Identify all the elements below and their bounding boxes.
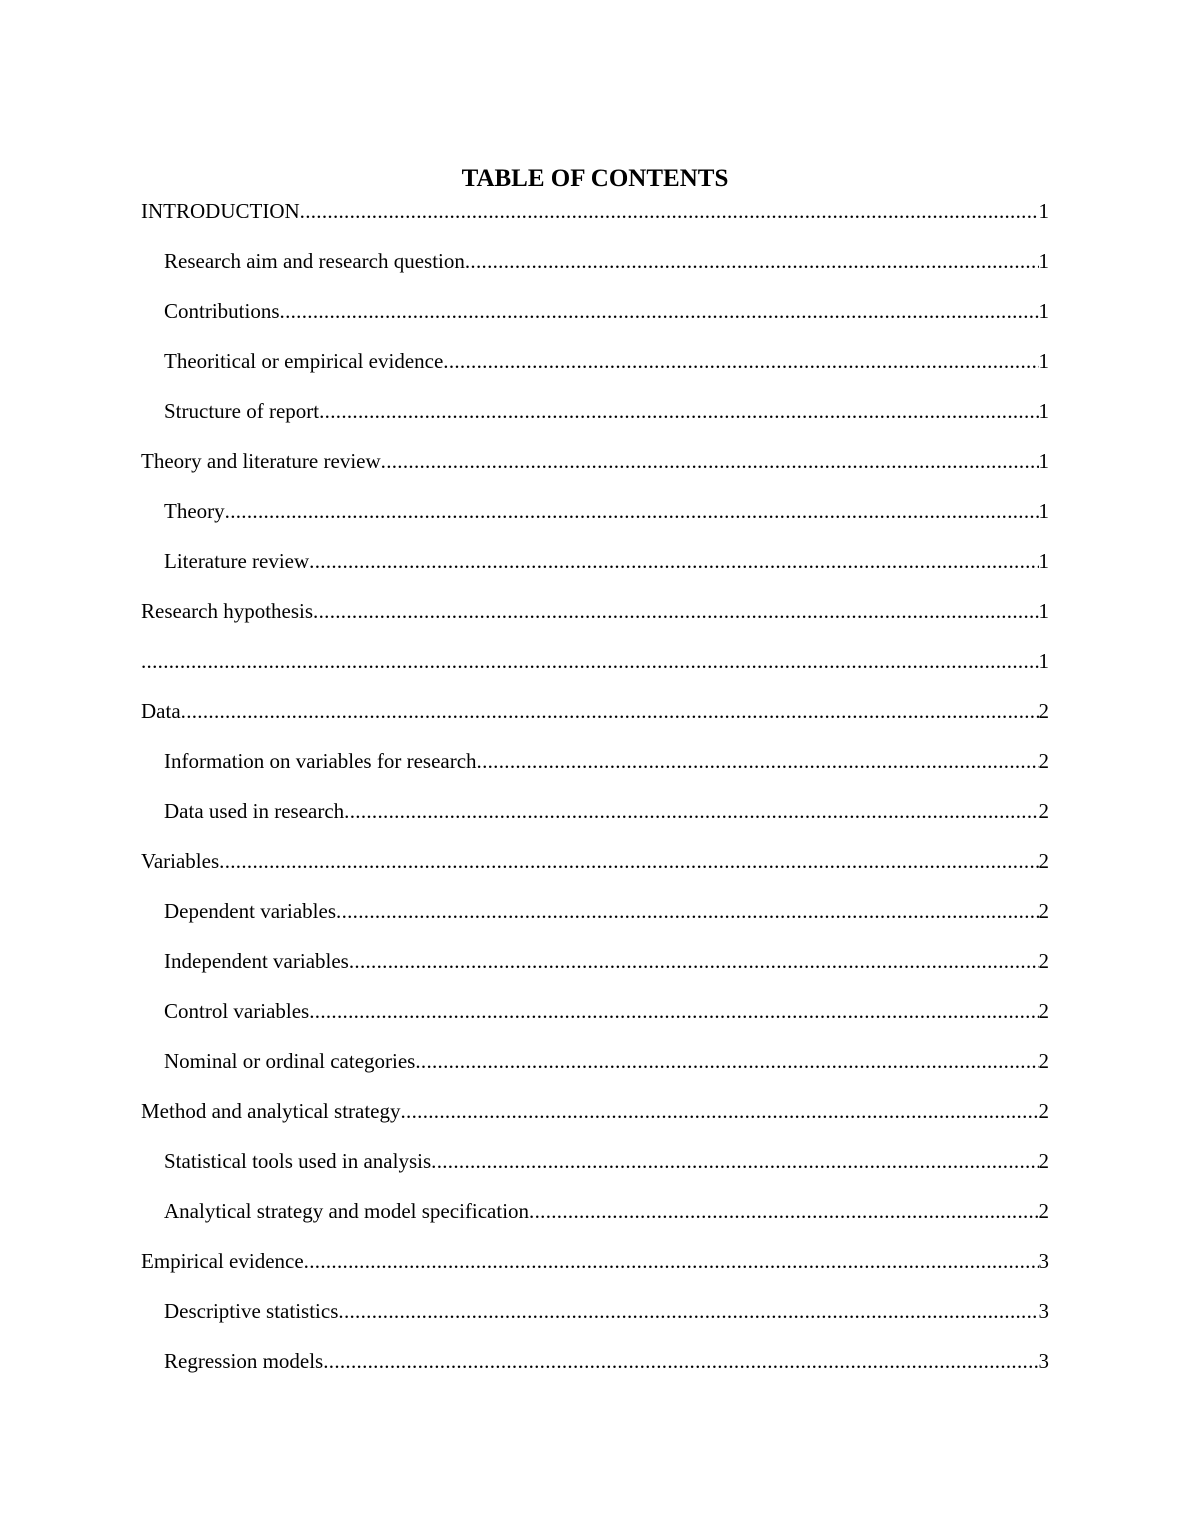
toc-entry[interactable] — [141, 596, 1049, 646]
toc-entry[interactable] — [141, 1096, 1049, 1146]
toc-page-number: 2 — [1038, 749, 1049, 773]
toc-dot-leader — [323, 1346, 1038, 1376]
toc-dot-leader — [431, 1146, 1038, 1176]
toc-entry-text: Literature review — [164, 549, 310, 573]
toc-list — [141, 196, 1049, 1396]
toc-entry-text: Nominal or ordinal categories — [164, 1049, 416, 1073]
toc-entry[interactable] — [141, 196, 1049, 246]
toc-entry-text: Independent variables — [164, 949, 349, 973]
toc-page-number: 2 — [1038, 1049, 1049, 1073]
toc-entry-text: Contributions — [164, 299, 280, 323]
toc-entry[interactable] — [141, 1246, 1049, 1296]
toc-page-number: 1 — [1038, 449, 1049, 473]
toc-entry[interactable] — [141, 546, 1049, 596]
toc-entry[interactable] — [141, 696, 1049, 746]
toc-entry[interactable] — [141, 1346, 1049, 1396]
toc-page-number: 1 — [1038, 649, 1049, 673]
toc-entry-text: Information on variables for research — [164, 749, 477, 773]
toc-entry-text: Theory — [164, 499, 225, 523]
toc-entry[interactable] — [141, 946, 1049, 996]
toc-dot-leader — [319, 396, 1038, 426]
toc-entry-text: Research aim and research question — [164, 249, 465, 273]
toc-dot-leader — [344, 796, 1038, 826]
toc-entry-text: Descriptive statistics — [164, 1299, 339, 1323]
toc-page-number: 1 — [1038, 549, 1049, 573]
toc-dot-leader — [309, 996, 1038, 1026]
toc-page-number: 3 — [1038, 1249, 1049, 1273]
toc-dot-leader — [529, 1196, 1038, 1226]
toc-dot-leader — [443, 346, 1038, 376]
toc-entry[interactable] — [141, 796, 1049, 846]
toc-dot-leader — [280, 296, 1039, 326]
toc-page-number: 1 — [1038, 599, 1049, 623]
toc-entry-text: Empirical evidence — [141, 1249, 304, 1273]
toc-dot-leader — [141, 646, 1039, 676]
toc-entry[interactable] — [141, 396, 1049, 446]
toc-entry-text: Structure of report — [164, 399, 320, 423]
toc-entry[interactable] — [141, 496, 1049, 546]
toc-dot-leader — [415, 1046, 1038, 1076]
toc-dot-leader — [304, 1246, 1039, 1276]
toc-page-number: 2 — [1038, 699, 1049, 723]
toc-page-number: 1 — [1038, 299, 1049, 323]
toc-entry[interactable] — [141, 996, 1049, 1046]
toc-entry-text: Analytical strategy and model specification — [164, 1199, 530, 1223]
toc-entry[interactable] — [141, 246, 1049, 296]
toc-page-number: 2 — [1038, 949, 1049, 973]
toc-entry[interactable] — [141, 446, 1049, 496]
toc-entry[interactable] — [141, 1146, 1049, 1196]
toc-entry-text: INTRODUCTION — [141, 199, 300, 223]
toc-dot-leader — [219, 846, 1038, 876]
toc-page-number: 1 — [1038, 249, 1049, 273]
toc-entry-text: Data — [141, 699, 181, 723]
toc-page-number: 2 — [1038, 799, 1049, 823]
toc-entry[interactable] — [141, 746, 1049, 796]
toc-dot-leader — [336, 896, 1038, 926]
toc-dot-leader — [401, 1096, 1039, 1126]
toc-dot-leader — [477, 746, 1039, 776]
toc-entry-text: Data used in research — [164, 799, 345, 823]
toc-entry-text: Dependent variables — [164, 899, 337, 923]
toc-dot-leader — [313, 596, 1038, 626]
toc-dot-leader — [381, 446, 1039, 476]
toc-page-number: 3 — [1038, 1299, 1049, 1323]
toc-page-number: 1 — [1038, 399, 1049, 423]
toc-entry[interactable] — [141, 1196, 1049, 1246]
toc-entry-text: Theoritical or empirical evidence — [164, 349, 444, 373]
toc-page-number: 2 — [1038, 1099, 1049, 1123]
toc-page-number: 2 — [1038, 999, 1049, 1023]
toc-entry-text: Theory and literature review — [141, 449, 381, 473]
toc-page-number: 2 — [1038, 1149, 1049, 1173]
toc-entry[interactable] — [141, 846, 1049, 896]
toc-page-number: 1 — [1038, 199, 1049, 223]
toc-entry[interactable] — [141, 896, 1049, 946]
toc-entry-text: Regression models — [164, 1349, 324, 1373]
toc-page-number: 1 — [1038, 499, 1049, 523]
toc-entry-text: Variables — [141, 849, 220, 873]
toc-page-number: 3 — [1038, 1349, 1049, 1373]
toc-entry[interactable] — [141, 646, 1049, 696]
toc-page-number: 2 — [1038, 899, 1049, 923]
toc-dot-leader — [300, 196, 1039, 226]
toc-page-number: 1 — [1038, 349, 1049, 373]
toc-dot-leader — [181, 696, 1039, 726]
toc-page-number: 2 — [1038, 849, 1049, 873]
toc-entry[interactable] — [141, 1296, 1049, 1346]
toc-dot-leader — [349, 946, 1039, 976]
toc-entry-text: Control variables — [164, 999, 310, 1023]
toc-page-number: 2 — [1038, 1199, 1049, 1223]
toc-entry-text: Method and analytical strategy — [141, 1099, 401, 1123]
toc-entry-text: Statistical tools used in analysis — [164, 1149, 432, 1173]
toc-dot-leader — [309, 546, 1038, 576]
toc-entry[interactable] — [141, 346, 1049, 396]
toc-dot-leader — [225, 496, 1039, 526]
toc-entry[interactable] — [141, 1046, 1049, 1096]
toc-dot-leader — [465, 246, 1039, 276]
toc-entry-text: Research hypothesis — [141, 599, 314, 623]
toc-title: TABLE OF CONTENTS — [461, 165, 729, 192]
toc-entry[interactable] — [141, 296, 1049, 346]
toc-dot-leader — [338, 1296, 1038, 1326]
